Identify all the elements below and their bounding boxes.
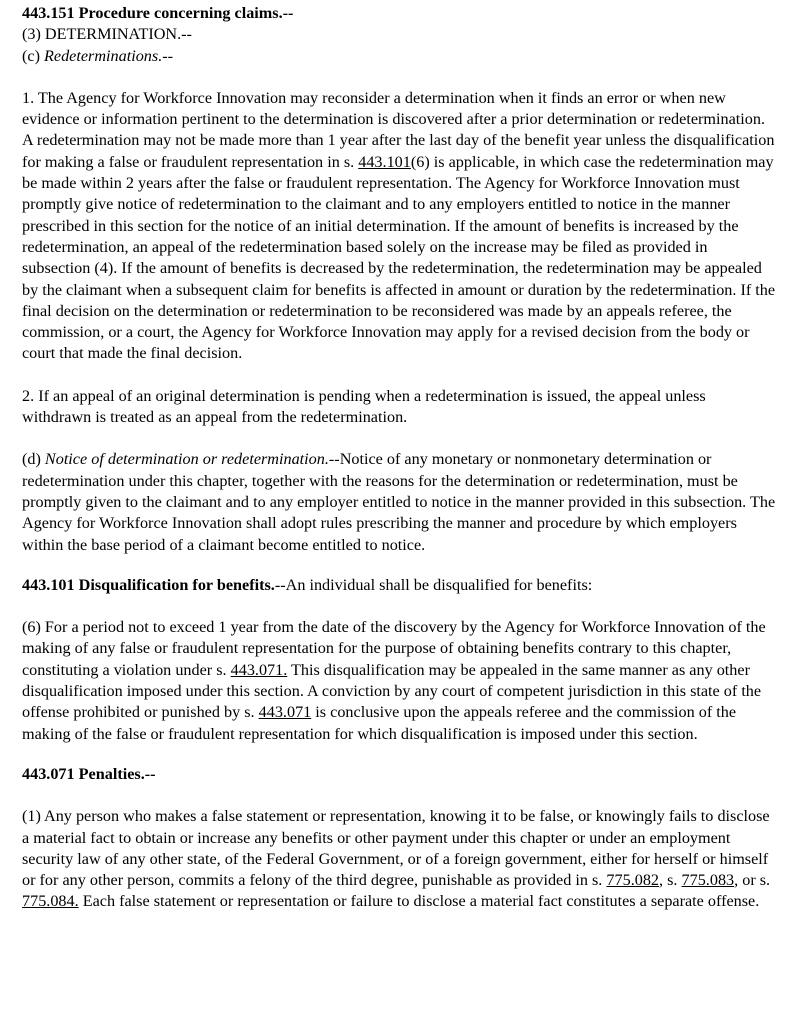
statute-link-443-071-b[interactable]: 443.071: [258, 703, 312, 722]
statute-link-443-071-a[interactable]: 443.071.: [230, 660, 288, 679]
statute-link-775-083[interactable]: 775.083: [681, 871, 735, 890]
section-443-071-heading: 443.071 Penalties.--: [22, 764, 156, 783]
section-443-101-heading: 443.101 Disqualification for benefits.--An individual shall be disqualified for benefits:: [22, 575, 593, 594]
paragraph-notice-d: (d) Notice of determination or redetermination.--Notice of any monetary or nonmonetary determination or redetermination under this chapter, together with the reasons for the determination or redetermination, must be promptly given to the claimant and to any employer entitled to notice in the manner provided in this subsection. The Agency for Workforce Innovation shall adopt rules prescribing the manner and procedure by which employers within the base period of a claimant become entitled to notice.: [22, 450, 776, 554]
paragraph-redetermination-2: 2. If an appeal of an original determination is pending when a redetermination is issued, the appeal unless withdrawn is treated as an appeal from the redetermination.: [22, 386, 706, 427]
paragraph-redetermination-1: 1. The Agency for Workforce Innovation may reconsider a determination when it finds an error or when new evidence or information pertinent to the determination is discovered after a prior determination or redetermination. A redetermination may not be made more than 1 year after the last day of the benefit year unless the disqualification for making a false or fraudulent representation in s. 443.101(6) is applicable, in which case the redetermination may be made within 2 years after the false or fraudulent representation. The Agency for Workforce Innovation must promptly give notice of redetermination to the claimant and to any employers entitled to notice in the manner prescribed in this section for the notice of an initial determination. If the amount of benefits is increased by the redetermination, an appeal of the redetermination based solely on the increase may be filed as provided in subsection (4). If the amount of benefits is decreased by the redetermination, the redetermination may be appealed by the claimant when a subsequent claim for benefits is affected in amount or duration by the redetermination. If the final decision on the determination or redetermination to be reconsidered was made by an appeals referee, the commission, or a court, the Agency for Workforce Innovation may apply for a revised decision from the body or court that made the final decision.: [22, 88, 776, 363]
paragraph-penalties-1: (1) Any person who makes a false statement or representation, knowing it to be false, or knowingly fails to disclose a material fact to obtain or increase any benefits or other payment under this chapter or under an employment security law of any other state, of the Federal Government, or of a foreign government, either for herself or himself or for any other person, commits a felony of the third degree, punishable as provided in s. 775.082, s. 775.083, or s. 775.084. Each false statement or representation or failure to disclose a material fact constitutes a separate offense.: [22, 807, 771, 911]
statute-link-443-101[interactable]: 443.101: [358, 152, 411, 171]
paragraph-disqualification-6: (6) For a period not to exceed 1 year from the date of the discovery by the Agency for Workforce Innovation of the making of any false or fraudulent representation for the purpose of obtaining benefits contrary to this chapter, constituting a violation under s. 443.071. This disqualification may be appealed in the same manner as any other disqualification imposed under this section. A conviction by any court of competent jurisdiction in this state of the offense prohibited or punished by s. 443.071 is conclusive upon the appeals referee and the commission of the making of the false or fraudulent representation for which disqualification is imposed under this section.: [22, 618, 766, 743]
statute-link-775-082[interactable]: 775.082: [606, 871, 660, 890]
subsection-3-heading: (3) DETERMINATION.--: [22, 25, 192, 44]
subsection-c-heading: (c) Redeterminations.--: [22, 46, 174, 65]
section-443-151-heading: 443.151 Procedure concerning claims.--: [22, 4, 294, 22]
statute-link-775-084[interactable]: 775.084.: [22, 892, 79, 911]
